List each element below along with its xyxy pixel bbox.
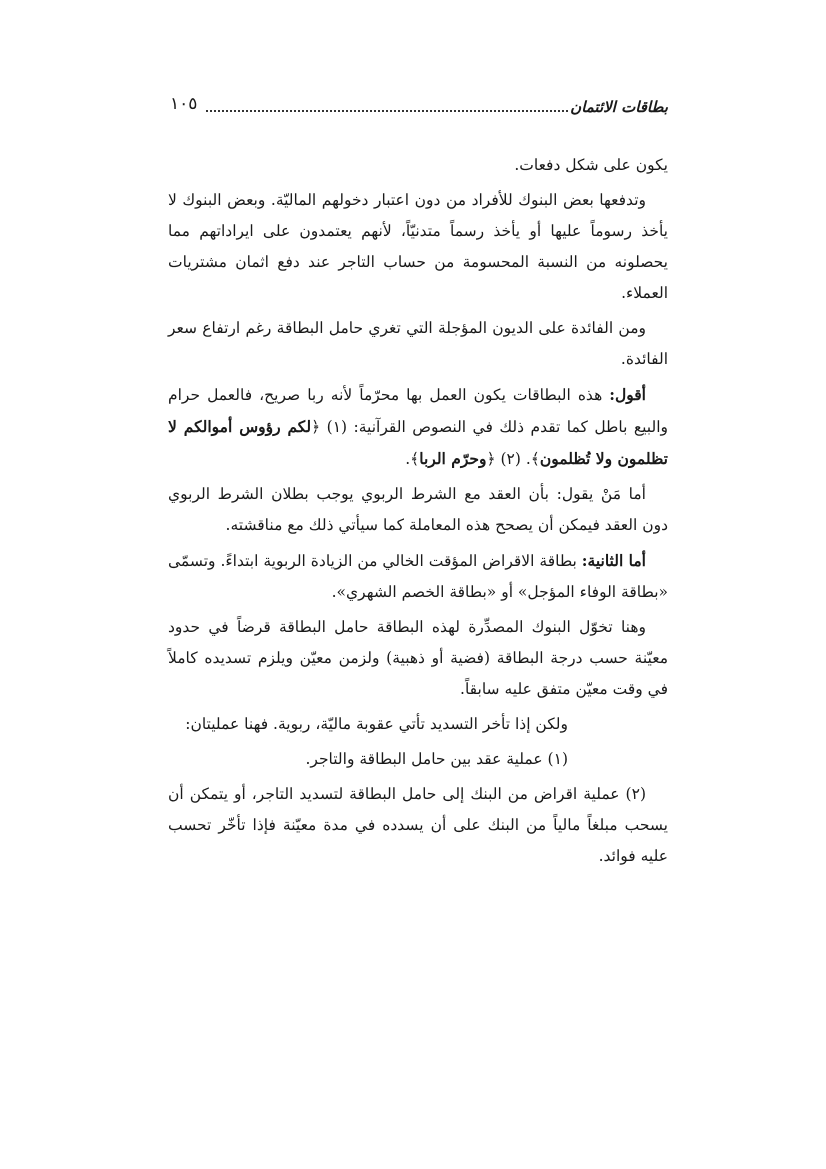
paragraph-text: ﴾. xyxy=(405,450,420,468)
page-body xyxy=(168,150,668,876)
paragraph: ومن الفائدة على الديون المؤجلة التي تغري حامل البطاقة رغم ارتفاع سعر الفائدة. xyxy=(168,319,668,368)
list-item: (٢) عملية اقراض من البنك إلى حامل البطاقة لتسديد التاجر، أو يتمكن أن يسحب مبلغاً مالياً من البنك على أن يسدده في مدة معيّنة فإذا تأخّر تحسب عليه فوائد. xyxy=(168,785,668,865)
paragraph xyxy=(168,545,668,608)
paragraph-label: أما الثانية: xyxy=(581,551,646,570)
paragraph: وتدفعها بعض البنوك للأفراد من دون اعتبار دخولهم الماليّة. وبعض البنوك لا يأخذ رسوماً عليها أو يأخذ رسماً متدنيّاً، لأنهم يعتمدون على ايراداتهم مما يحصلونه من النسبة المحسومة من حساب التاجر عند دفع اثمان مشتريات العملاء. xyxy=(168,191,668,302)
paragraph: ولكن إذا تأخر التسديد تأتي عقوبة ماليّة، ربوية. فهنا عمليتان: xyxy=(185,715,568,733)
paragraph xyxy=(168,379,668,475)
paragraph-text: هذه البطاقات يكون العمل بها محرّماً لأنه ربا صريح، فالعمل حرام والبيع باطل كما تقدم ذلك في النصوص القرآنية: (١) ﴿ xyxy=(168,386,668,436)
header-leader-dots xyxy=(206,110,568,112)
quran-quote: لكم رؤوس أموالكم لا تظلمون ولا تُظلمون xyxy=(168,417,668,468)
quran-quote: وحرّم الربا xyxy=(419,449,487,468)
paragraph: يكون على شكل دفعات. xyxy=(514,156,668,174)
list-item: (١) عملية عقد بين حامل البطاقة والتاجر. xyxy=(305,750,568,768)
paragraph: وهنا تخوّل البنوك المصدِّرة لهذه البطاقة حامل البطاقة قرضاً في حدود معيّنة حسب درجة البطاقة (فضية أو ذهبية) ولزمن معيّن ويلزم تسديده كاملاً في وقت معيّن متفق عليه سابقاً. xyxy=(168,618,668,698)
running-header xyxy=(168,92,668,118)
paragraph-text: ﴾. (٢) ﴿ xyxy=(486,450,540,468)
paragraph-label: أقول: xyxy=(609,385,646,404)
paragraph-text: بطاقة الاقراض المؤقت الخالي من الزيادة الربوية ابتداءً. وتسمّى «بطاقة الوفاء المؤجل» أو «بطاقة الخصم الشهري». xyxy=(168,552,668,601)
paragraph: أما مَنْ يقول: بأن العقد مع الشرط الربوي يوجب بطلان الشرط الربوي دون العقد فيمكن أن يصحح هذه المعاملة كما سيأتي ذلك مع مناقشته. xyxy=(168,485,668,534)
page-number: ١٠٥ xyxy=(170,94,198,114)
header-title: بطاقات الائتمان xyxy=(570,98,668,116)
